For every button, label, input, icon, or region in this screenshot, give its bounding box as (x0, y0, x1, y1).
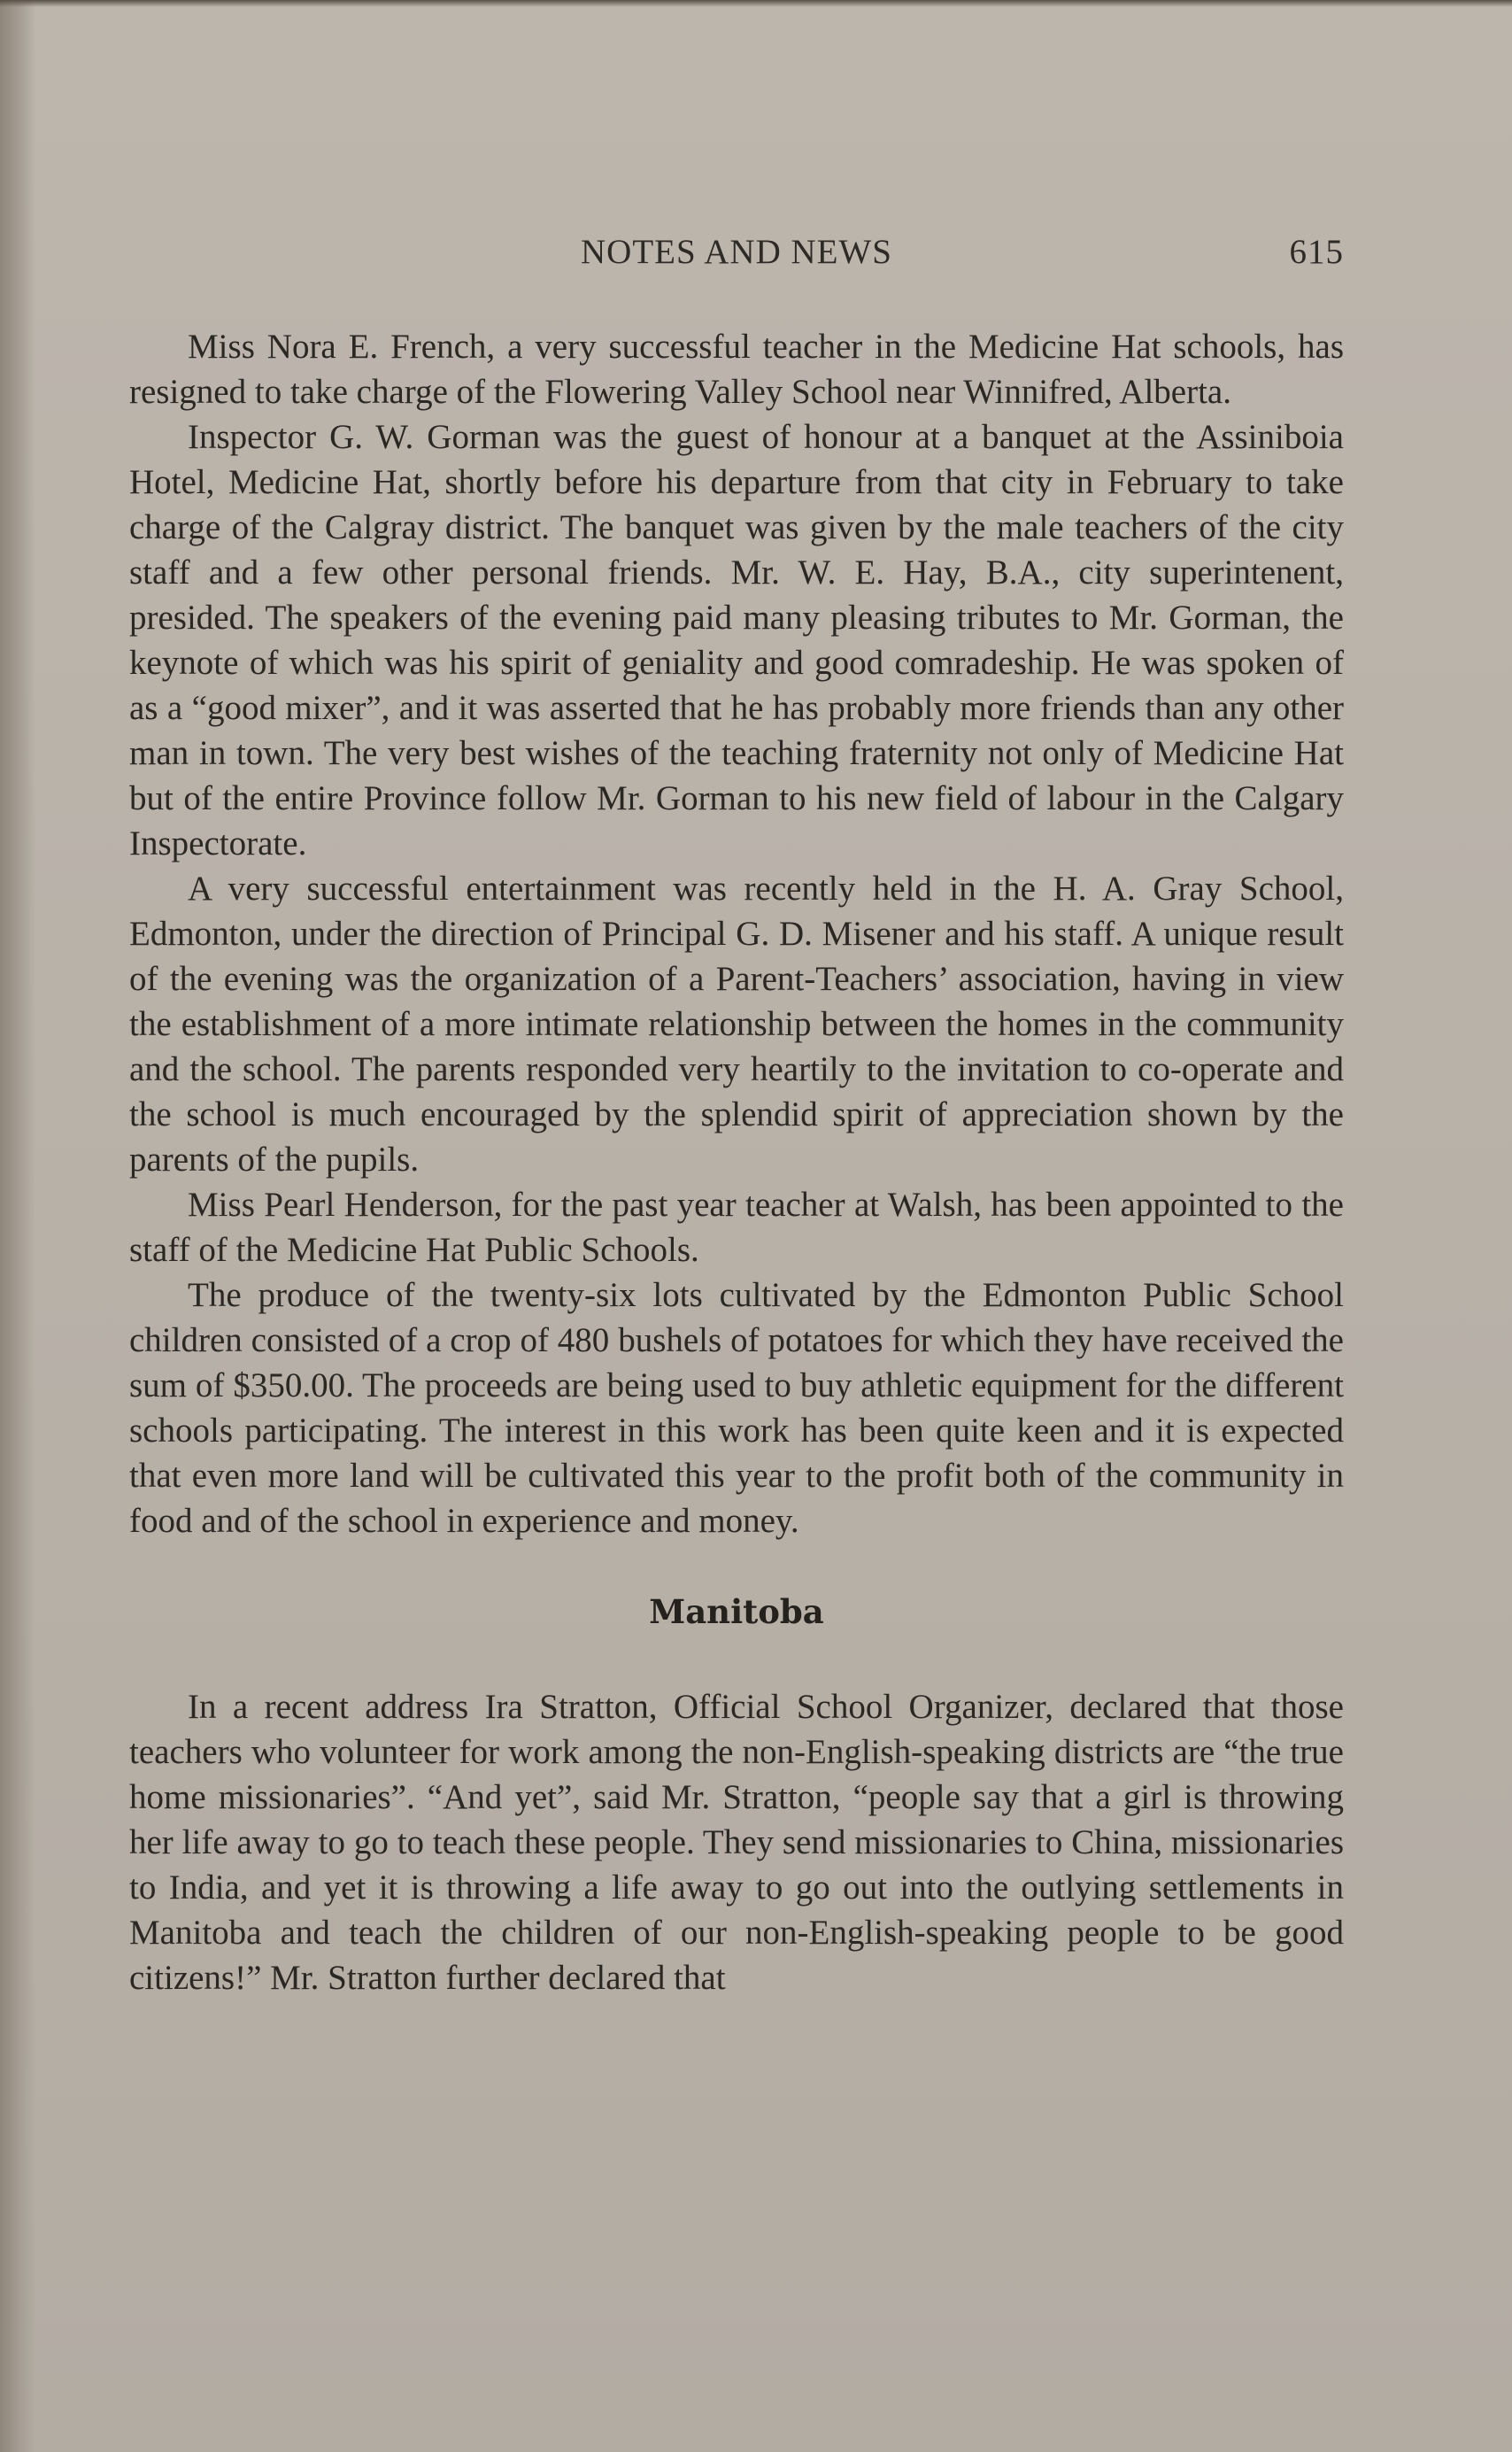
page-header (129, 232, 1344, 285)
paragraph-gorman-banquet: Inspector G. W. Gorman was the guest of honour at a banquet at the Assiniboia Hotel, Medicine Hat, shortly before his departure from that city in February to take charge of the Calgray district. The banquet was given by the male teachers of the city staff and a few other personal friends. Mr. W. E. Hay, B.A., city superintenent, presided. The speakers of the evening paid many pleasing tributes to Mr. Gorman, the keynote of which was his spirit of geniality and good comradeship. He was spoken of as a “good mixer”, and it was asserted that he has probably more friends than any other man in town. The very best wishes of the teaching fraternity not only of Medicine Hat but of the entire Province follow Mr. Gorman to his new field of labour in the Calgary Inspectorate. (129, 418, 1344, 862)
page-number: 615 (1289, 233, 1344, 271)
running-head: NOTES AND NEWS (581, 233, 892, 271)
paragraph-gray-school: A very successful entertainment was recently held in the H. A. Gray School, Edmonton, under the direction of Principal G. D. Misener and his staff. A unique result of the evening was the organization of a Parent-Teachers’ association, having in view the establishment of a more intimate relationship between the homes in the community and the school. The parents responded very heartily to the invitation to co-operate and the school is much encouraged by the splendid spirit of appreciation shown by the parents of the pupils. (129, 870, 1344, 1179)
paragraph-pearl-henderson: Miss Pearl Henderson, for the past year teacher at Walsh, has been appointed to the staff of the Medicine Hat Public Schools. (129, 1186, 1344, 1269)
paragraph-nora-french: Miss Nora E. French, a very successful teacher in the Medicine Hat schools, has resigned to take charge of the Flowering Valley School near Winnifred, Alberta. (129, 328, 1344, 411)
paragraph-ira-stratton: In a recent address Ira Stratton, Official School Organizer, declared that those teachers who volunteer for work among the non-English-speaking districts are “the true home missionaries”. “And yet”, said Mr. Stratton, “people say that a girl is throwing her life away to go to teach these people. They send missionaries to China, missionaries to India, and yet it is throwing a life away to go out into the outlying settlements in Manitoba and teach the children of our non-English-speaking people to be good citizens!” Mr. Stratton further declared that (129, 1688, 1344, 1997)
section-heading-manitoba: Manitoba (649, 1592, 824, 1631)
paragraph-potato-produce: The produce of the twenty-six lots cultivated by the Edmonton Public School children consisted of a crop of 480 bushels of potatoes for which they have received the sum of $350.00. The proceeds are being used to buy athletic equipment for the different schools participating. The interest in this work has been quite keen and it is expected that even more land will be cultivated this year to the profit both of the community in food and of the school in experience and money. (129, 1276, 1344, 1540)
article-body (129, 324, 1344, 2000)
